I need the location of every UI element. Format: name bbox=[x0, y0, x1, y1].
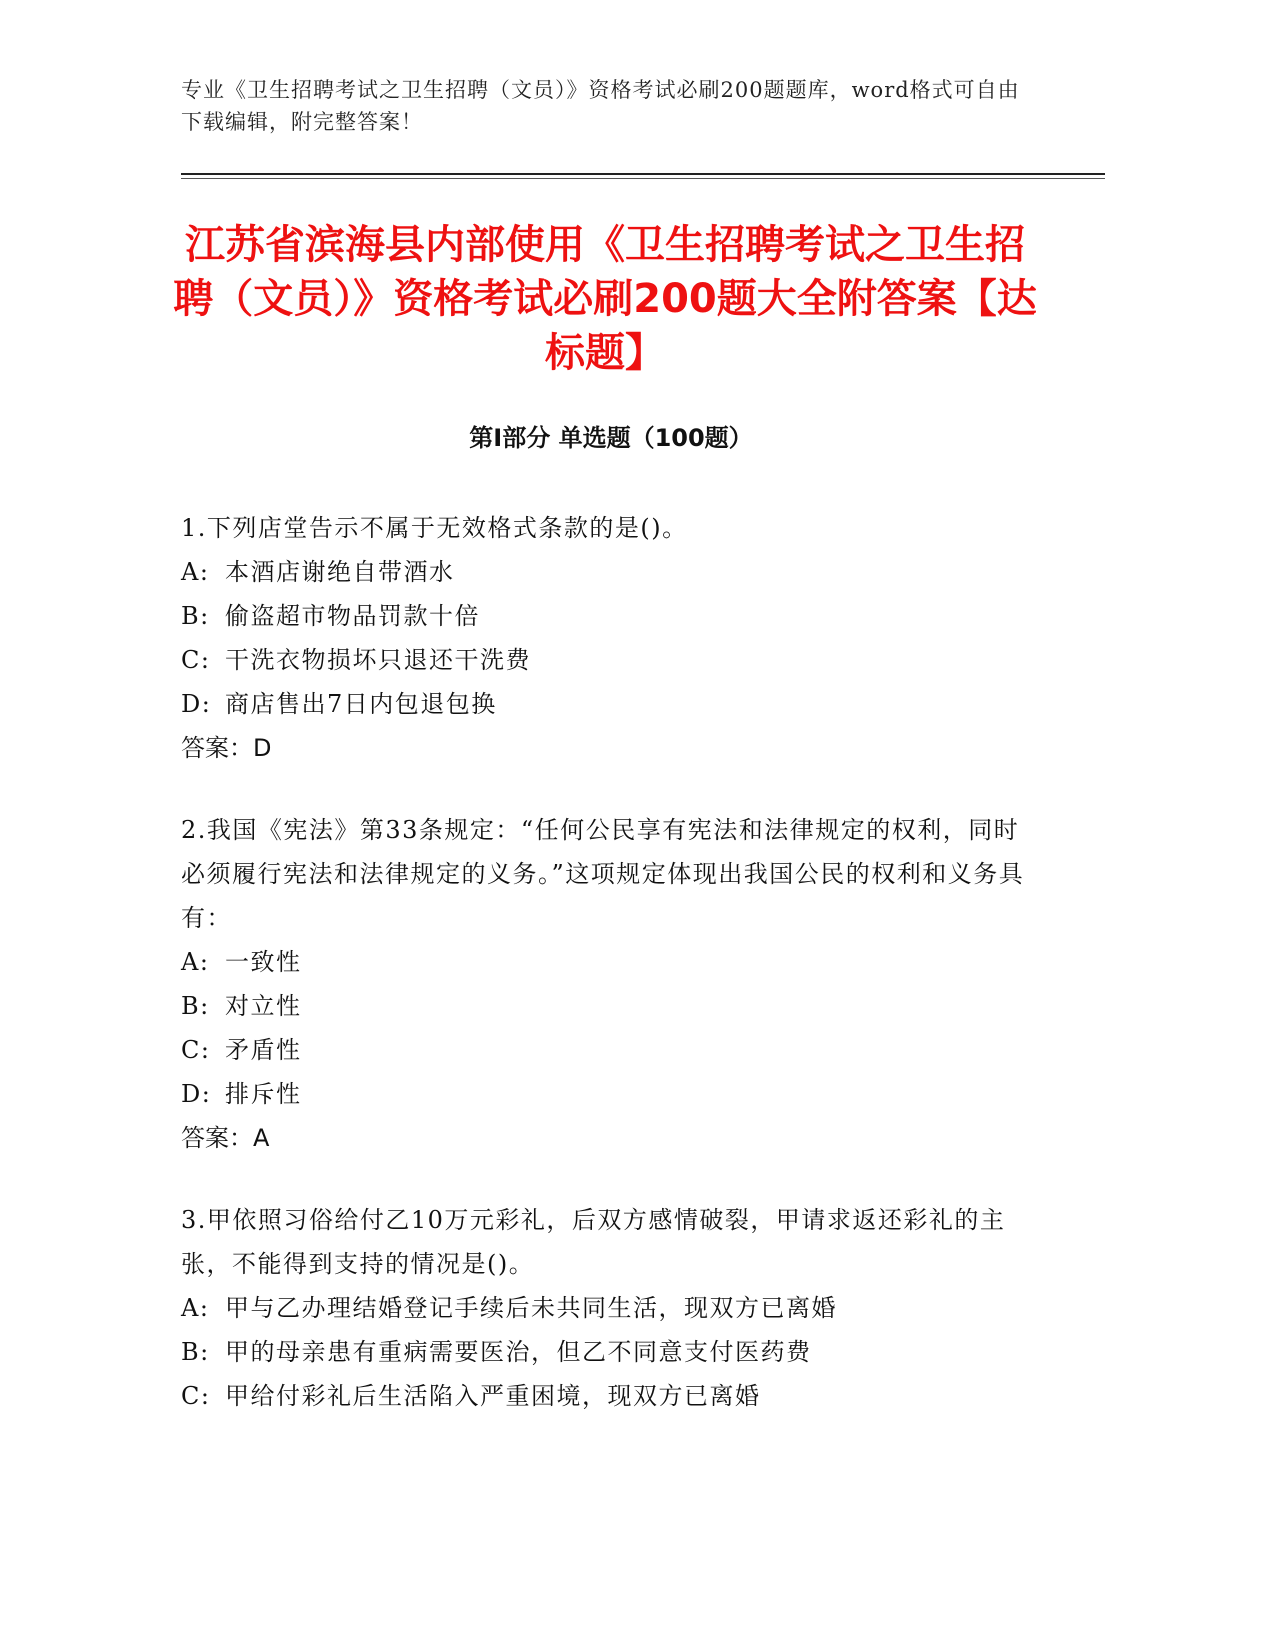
option-key: D: bbox=[181, 1080, 212, 1108]
option-key: C: bbox=[181, 1036, 211, 1064]
option-a bbox=[181, 940, 1031, 984]
option-text: 对立性 bbox=[225, 992, 302, 1020]
header-rule-thin bbox=[181, 178, 1105, 179]
option-text: 甲给付彩礼后生活陷入严重困境，现双方已离婚 bbox=[225, 1382, 761, 1410]
option-key: D: bbox=[181, 690, 212, 718]
option-key: C: bbox=[181, 646, 211, 674]
document-title: 江苏省滨海县内部使用《卫生招聘考试之卫生招聘（文员）》资格考试必刷200题大全附答案【达标题】 bbox=[173, 222, 1037, 376]
answer-label: 答案：D bbox=[181, 734, 272, 762]
option-text: 本酒店谢绝自带酒水 bbox=[225, 558, 455, 586]
option-c bbox=[181, 1374, 1031, 1418]
option-text: 一致性 bbox=[225, 948, 302, 976]
option-key: C: bbox=[181, 1382, 211, 1410]
option-key: B: bbox=[181, 1338, 210, 1366]
option-text: 商店售出7日内包退包换 bbox=[225, 690, 497, 718]
header-note: 专业《卫生招聘考试之卫生招聘（文员）》资格考试必刷200题题库，word格式可自由下载编辑，附完整答案！ bbox=[181, 78, 1020, 134]
option-text: 偷盗超市物品罚款十倍 bbox=[225, 602, 480, 630]
option-key: B: bbox=[181, 992, 210, 1020]
option-b bbox=[181, 984, 1031, 1028]
option-text: 矛盾性 bbox=[225, 1036, 302, 1064]
question-2 bbox=[181, 808, 1031, 1160]
question-1 bbox=[181, 506, 1031, 770]
option-a bbox=[181, 1286, 1031, 1330]
option-text: 排斥性 bbox=[225, 1080, 302, 1108]
question-text: 1.下列店堂告示不属于无效格式条款的是()。 bbox=[181, 514, 688, 542]
option-key: B: bbox=[181, 602, 210, 630]
option-c bbox=[181, 638, 1031, 682]
option-text: 干洗衣物损坏只退还干洗费 bbox=[225, 646, 531, 674]
option-text: 甲的母亲患有重病需要医治，但乙不同意支付医药费 bbox=[225, 1338, 812, 1366]
question-list bbox=[181, 506, 1031, 1456]
option-c bbox=[181, 1028, 1031, 1072]
question-text: 3.甲依照习俗给付乙10万元彩礼，后双方感情破裂，甲请求返还彩礼的主张，不能得到支持的情况是()。 bbox=[181, 1206, 1006, 1278]
option-a bbox=[181, 550, 1031, 594]
option-d bbox=[181, 1072, 1031, 1116]
option-d bbox=[181, 682, 1031, 726]
option-b bbox=[181, 594, 1031, 638]
option-key: A: bbox=[181, 558, 210, 586]
section-title: 第Ⅰ部分 单选题（100题） bbox=[469, 424, 753, 452]
question-3 bbox=[181, 1198, 1031, 1418]
option-key: A: bbox=[181, 1294, 210, 1322]
option-b bbox=[181, 1330, 1031, 1374]
answer-label: 答案：A bbox=[181, 1124, 270, 1152]
question-text: 2.我国《宪法》第33条规定：“任何公民享有宪法和法律规定的权利，同时必须履行宪法和法律规定的义务。”这项规定体现出我国公民的权利和义务具有： bbox=[181, 816, 1025, 932]
header-rule-thick bbox=[181, 173, 1105, 175]
option-key: A: bbox=[181, 948, 210, 976]
option-text: 甲与乙办理结婚登记手续后未共同生活，现双方已离婚 bbox=[225, 1294, 837, 1322]
